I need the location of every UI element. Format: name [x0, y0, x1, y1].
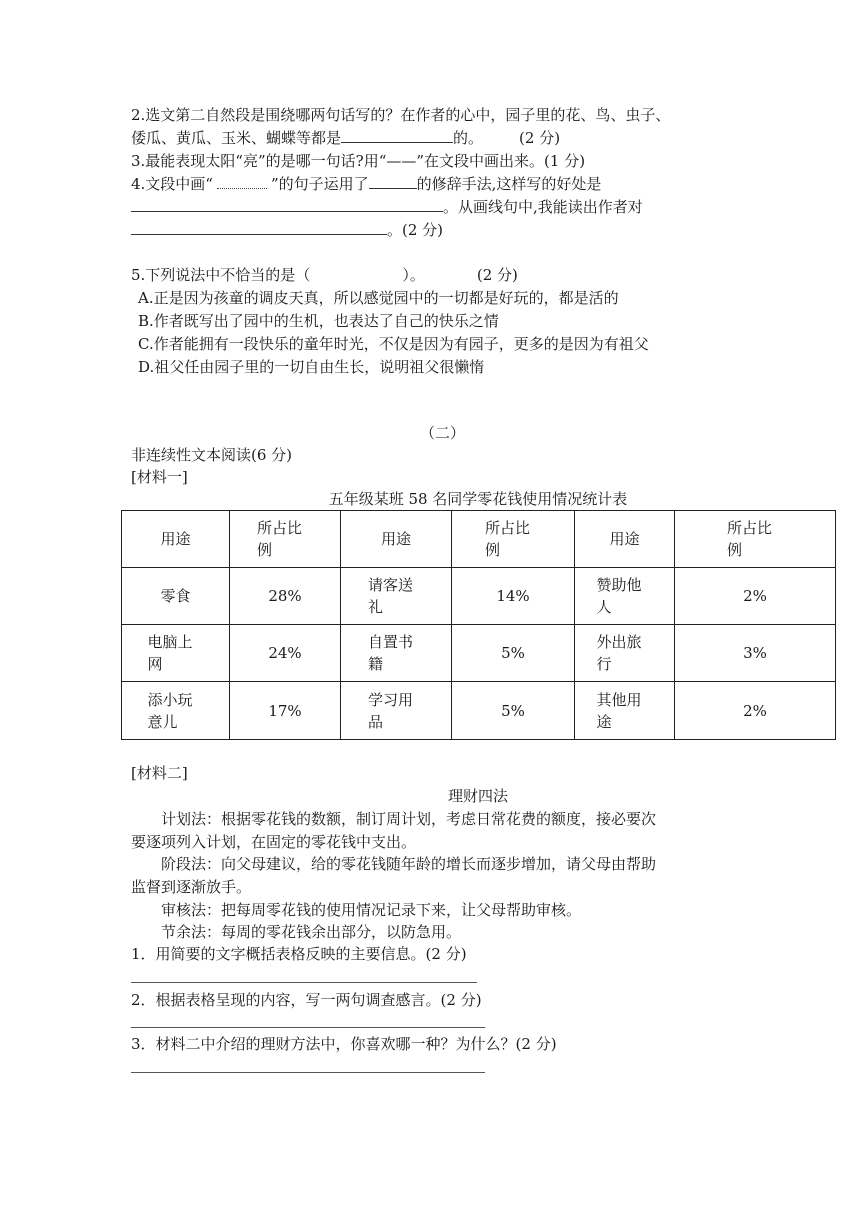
- option-d: D.祖父任由园子里的一切自由生长，说明祖父很懒惰: [138, 358, 485, 376]
- table-title: 五年级某班 58 名同学零花钱使用情况统计表: [328, 490, 628, 508]
- method-2-line1: 阶段法：向父母建议，给的零花钱随年龄的增长而逐步增加，请父母由帮助: [161, 855, 657, 873]
- method-1-line2: 要逐项列入计划，在固定的零花钱中支出。: [131, 833, 417, 851]
- header-percent: 所占比例: [675, 511, 836, 568]
- question-5-score: (2 分): [476, 266, 518, 284]
- question-5-text-end: ）。: [402, 266, 425, 284]
- answer-blank[interactable]: [131, 196, 443, 212]
- sub-question-3: 3．材料二中介绍的理财方法中，你喜欢哪一种？为什么？(2 分): [131, 1035, 557, 1053]
- question-2-text-end: 的。: [453, 129, 484, 147]
- table-cell-use: 学习用品: [341, 682, 452, 740]
- section-title: 非连续性文本阅读(6 分): [131, 446, 293, 464]
- table-cell-use: 自置书籍: [341, 625, 452, 682]
- material-2-title: 理财四法: [447, 787, 508, 805]
- table-cell-use: 零食: [122, 568, 230, 625]
- table-header-row: [122, 511, 836, 568]
- question-4-text-post: 的修辞手法,这样写的好处是: [416, 175, 602, 193]
- header-use: 用途: [575, 511, 675, 568]
- option-c: C.作者能拥有一段快乐的童年时光，不仅是因为有园子，更多的是因为有祖父: [138, 335, 649, 353]
- table-cell-percent: 28%: [230, 568, 341, 625]
- question-5-text: 5.下列说法中不恰当的是（: [131, 266, 311, 284]
- spending-table: [121, 510, 836, 740]
- table-row: [122, 625, 836, 682]
- header-percent: 所占比例: [230, 511, 341, 568]
- question-4-text-line2: 。从画线句中,我能读出作者对: [443, 198, 643, 216]
- sub-question-1: 1．用简要的文字概括表格反映的主要信息。(2 分): [131, 945, 467, 963]
- answer-blank[interactable]: [369, 173, 417, 189]
- option-b: B.作者既写出了园中的生机，也表达了自己的快乐之情: [138, 312, 499, 330]
- table-cell-use: 其他用途: [575, 682, 675, 740]
- header-use: 用途: [122, 511, 230, 568]
- method-2-line2: 监督到逐渐放手。: [131, 878, 252, 896]
- table-cell-use: 外出旅行: [575, 625, 675, 682]
- question-2-score: (2 分): [519, 129, 561, 147]
- answer-line[interactable]: [131, 1072, 485, 1073]
- header-use: 用途: [341, 511, 452, 568]
- answer-line[interactable]: [131, 982, 477, 983]
- table-row: [122, 682, 836, 740]
- table-cell-percent: 24%: [230, 625, 341, 682]
- table-cell-percent: 14%: [452, 568, 575, 625]
- question-5: [131, 264, 518, 286]
- table-cell-percent: 17%: [230, 682, 341, 740]
- answer-blank[interactable]: [131, 219, 387, 235]
- method-1-line1: 计划法：根据零花钱的数额，制订周计划，考虑日常花费的额度，接必要次: [161, 810, 657, 828]
- table-cell-use: 请客送礼: [341, 568, 452, 625]
- question-4-line1: [131, 173, 601, 195]
- table-cell-percent: 5%: [452, 682, 575, 740]
- question-4-text-mid: ”的句子运用了: [270, 175, 369, 193]
- table-cell-percent: 2%: [675, 568, 836, 625]
- question-3: 3.最能表现太阳“亮”的是哪一句话?用“——”在文段中画出来。(1 分): [131, 152, 586, 170]
- method-4: 节余法：每周的零花钱余出部分，以防急用。: [161, 923, 462, 941]
- material-2-label: [材料二]: [131, 764, 188, 782]
- method-3: 审核法：把每周零花钱的使用情况记录下来，让父母帮助审核。: [161, 901, 582, 919]
- table-row: [122, 568, 836, 625]
- question-2-line1: 2.选文第二自然段是围绕哪两句话写的？在作者的心中，园子里的花、鸟、虫子、: [131, 106, 671, 124]
- table-cell-use: 添小玩意儿: [122, 682, 230, 740]
- option-a: A.正是因为孩童的调皮天真，所以感觉园中的一切都是好玩的，都是活的: [138, 289, 619, 307]
- table-cell-percent: 5%: [452, 625, 575, 682]
- answer-blank[interactable]: [341, 127, 453, 143]
- question-4-line3: [131, 219, 443, 241]
- table-cell-percent: 3%: [675, 625, 836, 682]
- question-4-line2: [131, 196, 643, 218]
- sub-question-2: 2．根据表格呈现的内容，写一两句调查感言。(2 分): [131, 991, 482, 1009]
- question-4-text: 4.文段中画“: [131, 175, 213, 193]
- section-number: （二）: [420, 424, 466, 442]
- question-2-text: 倭瓜、黄瓜、玉米、蝴蝶等都是: [131, 129, 342, 147]
- table-cell-percent: 2%: [675, 682, 836, 740]
- table-cell-use: 赞助他人: [575, 568, 675, 625]
- question-2-line2: [131, 127, 560, 149]
- answer-line[interactable]: [131, 1027, 485, 1028]
- material-1-label: [材料一]: [131, 468, 188, 486]
- wavy-underline-mark: [217, 176, 267, 189]
- header-percent: 所占比例: [452, 511, 575, 568]
- question-4-text-line3: 。(2 分): [387, 221, 444, 239]
- table-cell-use: 电脑上网: [122, 625, 230, 682]
